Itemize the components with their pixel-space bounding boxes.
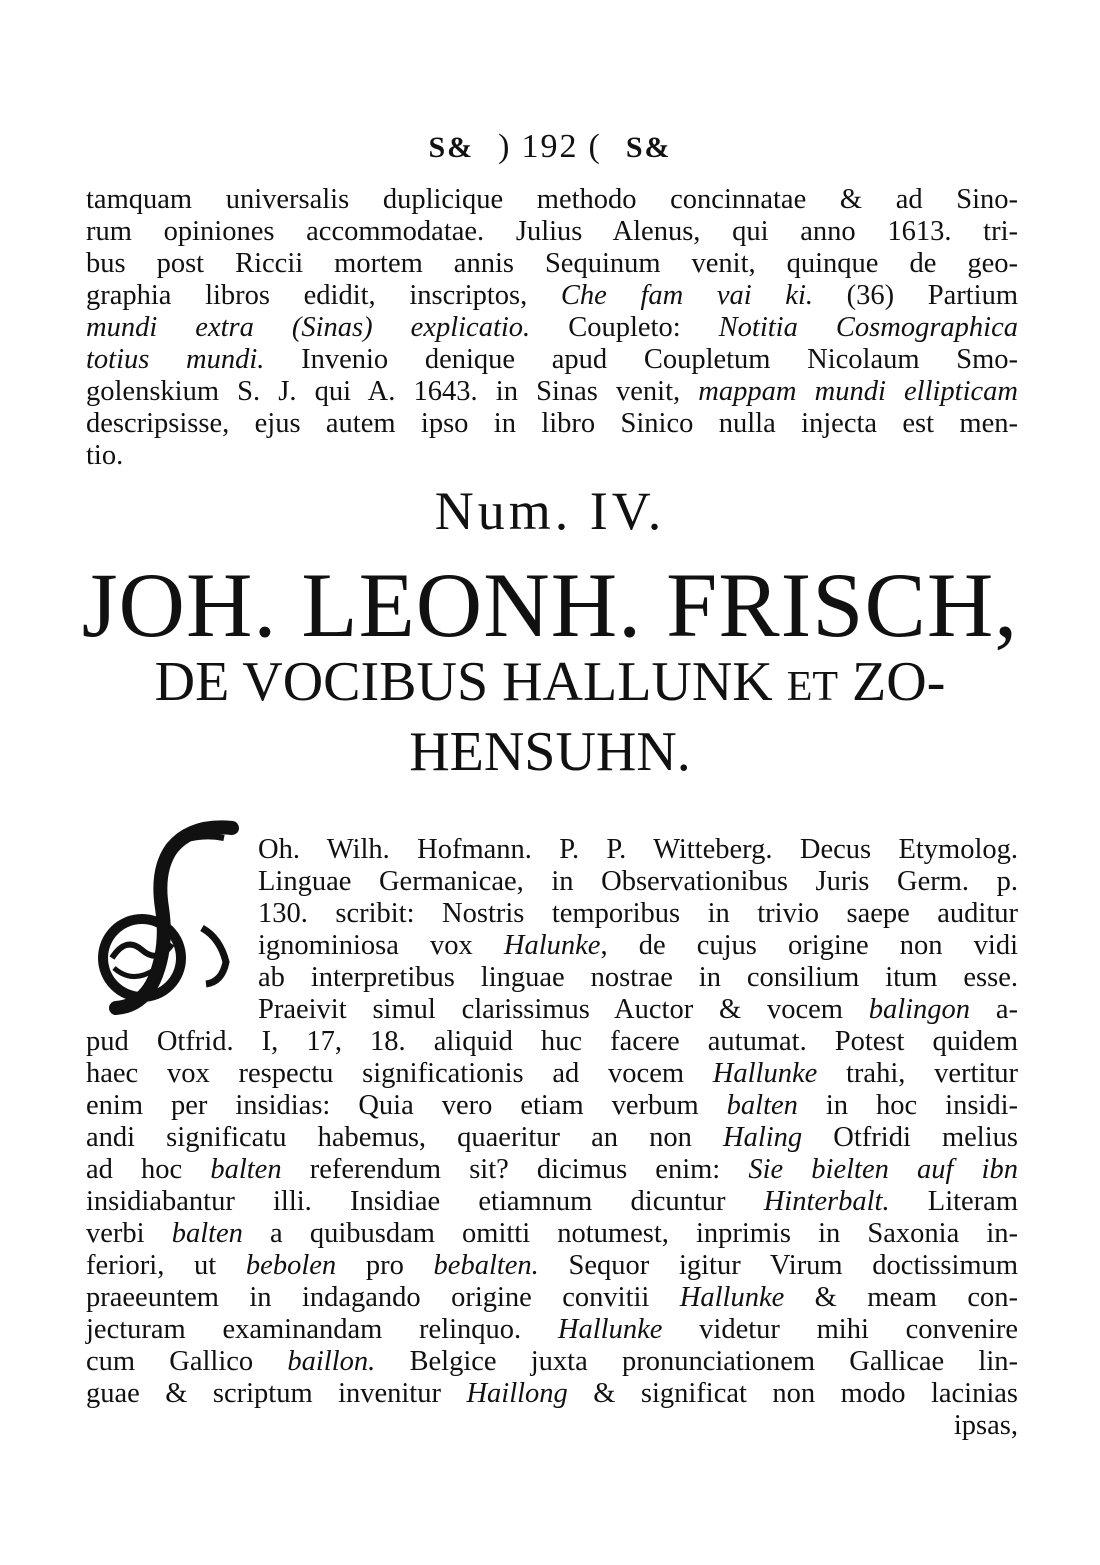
text-line [86,1154,1018,1186]
text-segment: Literam [889,1186,1018,1217]
italic-term: baillon. [287,1346,376,1377]
text-line: ab interpretibus linguae nostrae in consilium itum esse. [258,962,1018,993]
text-segment: Sequor igitur Virum doctissimum [538,1250,1018,1281]
text-segment: cum Gallico [86,1346,288,1377]
decorative-initial-icon [84,818,244,1018]
text-segment: feriori, ut [86,1250,246,1281]
text-segment: andi significatu habemus, quaeritur an non [86,1122,724,1153]
text-segment: ad hoc [86,1154,211,1185]
text-line [86,1250,1018,1282]
text-segment: & significat non modo lacinias [567,1378,1018,1409]
intro-paragraph [258,834,1018,1026]
italic-title: mappam mundi ellipticam [698,376,1018,407]
italic-title: Notitia Cosmographica [718,312,1018,343]
text-line: pud Otfrid. I, 17, 18. aliquid huc facere autumat. Potest quidem [86,1026,1018,1057]
text-line: descripsisse, ejus autem ipso in libro Sinico nulla injecta est men- [86,408,1018,439]
page-number: 192 [521,128,579,165]
text-segment: praeeuntem in indagando origine convitii [86,1282,680,1313]
text-segment: , de cujus origine non vidi [600,930,1018,961]
text-line: rum opiniones accommodatae. Julius Alenus, qui anno 1613. tri- [86,216,1018,247]
body-paragraph [86,1026,1018,1442]
italic-title: mundi extra (Sinas) explicatio. [86,312,531,343]
running-head [0,128,1100,166]
text-line: Linguae Germanicae, in Observationibus Juris Germ. p. [258,866,1018,897]
paren-right: ( [588,128,602,165]
text-segment: Coupleto: [530,312,719,343]
text-segment: pro [336,1250,434,1281]
text-line: 130. scribit: Nostris temporibus in trivio saepe auditur [258,898,1018,929]
text-segment: jecturam examinandam relinquo. [86,1314,558,1345]
text-line [86,376,1018,408]
italic-title: totius mundi. [86,344,265,375]
text-segment: graphia libros edidit, inscriptos, [86,280,561,311]
text-segment: referendum sit? dicimus enim: [281,1154,749,1185]
text-line [86,1122,1018,1154]
text-line [258,930,1018,962]
text-line [86,1186,1018,1218]
text-segment: Belgice juxta pronunciationem Gallicae lin- [375,1346,1018,1377]
italic-term: Hallunke [679,1282,785,1313]
italic-term: bebolen [245,1250,337,1281]
italic-term: balingon [868,994,971,1025]
italic-title: Che fam vai ki. [560,280,814,311]
italic-term: balten [210,1154,282,1185]
text-segment: insidiabantur illi. Insidiae etiamnum dicuntur [86,1186,764,1217]
text-segment: trahi, vertitur [817,1058,1018,1089]
text-segment: guae & scriptum invenitur [86,1378,467,1409]
title-text: ZO- [852,651,946,713]
section-number: Num. IV. [434,481,666,541]
text-segment: (36) Partium [813,280,1019,311]
continuation-paragraph [86,184,1018,472]
title-conjunction: ET [786,664,839,710]
italic-term: Haillong [466,1378,568,1409]
ornament-right-icon: S& [625,131,672,164]
paren-left: ) [498,128,512,165]
text-segment: Otfridi melius [802,1122,1018,1153]
italic-term: Haling [723,1122,803,1153]
text-segment: a- [970,994,1018,1025]
text-segment: videtur mihi convenire [662,1314,1018,1345]
text-line: Oh. Wilh. Hofmann. P. P. Witteberg. Decus Etymolog. [258,834,1018,865]
author-heading: JOH. LEONH. FRISCH, [81,554,1019,656]
text-line [86,344,1018,376]
text-line: tio. [86,440,124,471]
text-segment: Invenio denique apud Coupletum Nicolaum Smo- [264,344,1018,375]
text-segment: verbi [86,1218,172,1249]
text-line [86,1346,1018,1378]
text-line [258,994,1018,1026]
text-line [86,1090,1018,1122]
ornament-left-icon: S& [428,131,475,164]
italic-term: Hinterbalt. [763,1186,890,1217]
italic-term: Hallunke [557,1314,663,1345]
text-segment: golenskium S. J. qui A. 1643. in Sinas venit, [86,376,699,407]
text-line: tamquam universalis duplicique methodo concinnatae & ad Sino- [86,184,1018,215]
italic-term: bebalten. [433,1250,539,1281]
title-text: DE VOCIBUS HALLUNK [154,651,773,713]
text-line [86,1218,1018,1250]
text-line [86,1314,1018,1346]
text-line [86,1378,1018,1410]
text-line: bus post Riccii mortem annis Sequinum venit, quinque de geo- [86,248,1018,279]
italic-term: balten [726,1090,798,1121]
text-line [86,1058,1018,1090]
catchword: ipsas, [953,1410,1018,1441]
text-segment: ignominiosa vox [258,930,504,961]
italic-term: Sie bielten auf ibn [748,1154,1018,1185]
section-title-line-1 [0,650,1100,714]
section-title-line-2: HENSUHN. [409,721,691,783]
italic-term: Halunke [503,930,601,961]
text-segment: a quibusdam omitti notumest, inprimis in Saxonia in- [242,1218,1018,1249]
text-segment: enim per insidias: Quia vero etiam verbum [86,1090,727,1121]
italic-term: balten [171,1218,243,1249]
text-line [86,1282,1018,1314]
text-segment: haec vox respectu significationis ad vocem [86,1058,713,1089]
text-line [86,280,1018,312]
italic-term: Hallunke [712,1058,818,1089]
text-segment: in hoc insidi- [797,1090,1018,1121]
text-segment: & meam con- [784,1282,1018,1313]
text-segment: Praeivit simul clarissimus Auctor & vocem [258,994,869,1025]
text-line [86,312,1018,344]
